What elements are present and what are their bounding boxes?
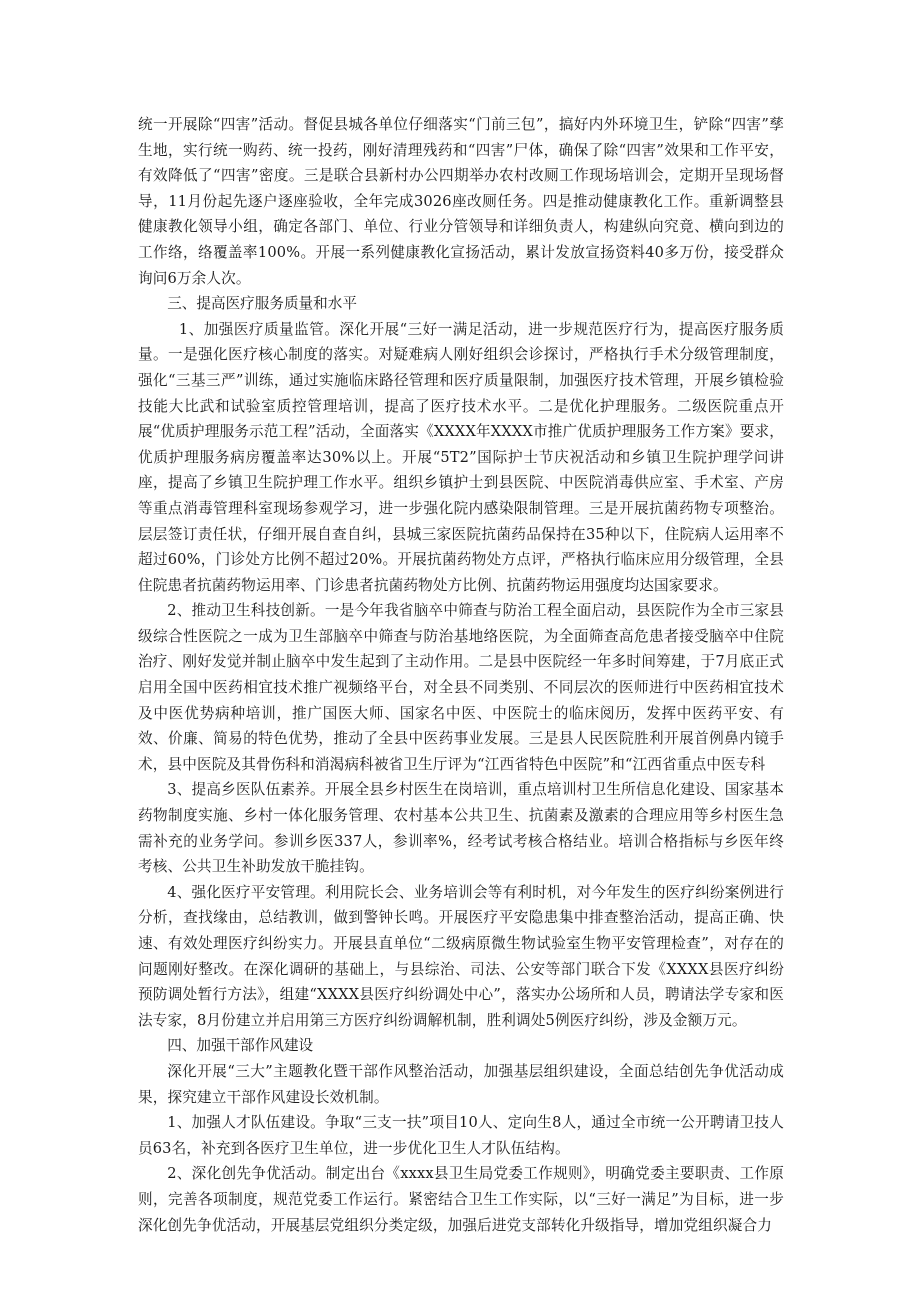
paragraph-tech-innovation: 2、推动卫生科技创新。一是今年我省脑卒中筛查与防治工程全面启动，县医院作为全市三家县级综合性医院之一成为卫生部脑卒中筛查与防治基地络医院，为全面筛查高危患者接受脑卒中住院治疗、刚好发觉并制止脑卒中发生起到了主动作用。二是县中医院经一年多时间筹建，于7月底正式启用全国中医药相宜技术推广视频络平台，对全县不同类别、不同层次的医师进行中医药相宜技术及中医优势病种培训，推广国医大师、国家名中医、中医院士的临床阅历，发挥中医药平安、有效、价廉、简易的特色优势，推动了全县中医药事业发展。三是县人民医院胜利开展首例鼻内镜手术，县中医院及其骨伤科和消渴病科被省卫生厅评为“江西省特色中医院”和“江西省重点中医专科 (138, 602, 784, 773)
paragraph-talent-team: 1、加强人才队伍建设。争取“三支一扶”项目10人、定向生8人，通过全市统一公开聘请卫技人员63名，补充到各医疗卫生单位，进一步优化卫生人才队伍结构。 (138, 1114, 784, 1157)
paragraph-party-activity: 2、深化创先争优活动。制定出台《xxxx县卫生局党委工作规则》，明确党委主要职责、工作原则，完善各项制度，规范党委工作运行。紧密结合卫生工作实际，以“三好一满足”为目标，进一步深化创先争优活动，开展基层党组织分类定级，加强后进党支部转化升级指导，增加党组织凝合力 (138, 1165, 784, 1234)
paragraph-four-pests: 统一开展除“四害”活动。督促县城各单位仔细落实“门前三包”，搞好内外环境卫生，铲除“四害”孳生地，实行统一购药、统一投药，刚好清理残药和“四害”尸体，确保了除“四害”效果和工作平安，有效降低了“四害”密度。三是联合县新村办公四期举办农村改厕工作现场培训会，定期开呈现场督导，11月份起先逐户逐座验收，全年完成3026座改厕任务。四是推动健康教化工作。重新调整县健康教化领导小组，确定各部门、单位、行业分管领导和详细负责人，构建纵向究竟、横向到边的工作络，络覆盖率100%。开展一系列健康教化宣扬活动，累计发放宣扬资料40多万份，接受群众询问6万余人次。 (138, 116, 784, 287)
document-page (138, 112, 784, 1238)
paragraph-medical-quality: 1、加强医疗质量监管。深化开展“三好一满足活动，进一步规范医疗行为，提高医疗服务质量。一是强化医疗核心制度的落实。对疑难病人刚好组织会诊探讨，严格执行手术分级管理制度，强化“三基三严”训练，通过实施临床路径管理和医疗质量限制，加强医疗技术管理，开展乡镇检验技能大比武和试验室质控管理培训，提高了医疗技术水平。二是优化护理服务。二级医院重点开展“优质护理服务示范工程”活动，全面落实《XXXX年XXXX市推广优质护理服务工作方案》要求，优质护理服务病房覆盖率达30%以上。开展“5T2”国际护士节庆祝活动和乡镇卫生院护理学问讲座，提高了乡镇卫生院护理工作水平。组织乡镇护士到县医院、中医院消毒供应室、手术室、产房等重点消毒管理科室现场参观学习，进一步强化院内感染限制管理。三是开展抗菌药物专项整治。层层签订责任状，仔细开展自查自纠，县城三家医院抗菌药品保持在35种以下，住院病人运用率不超过60%，门诊处方比例不超过20%。开展抗菌药物处方点评，严格执行临床应用分级管理，全县住院患者抗菌药物运用率、门诊患者抗菌药物处方比例、抗菌药物运用强度均达国家要求。 (138, 320, 784, 594)
section-heading-3: 三、提高医疗服务质量和水平 (167, 295, 357, 313)
paragraph-medical-safety: 4、强化医疗平安管理。利用院长会、业务培训会等有利时机，对今年发生的医疗纠纷案例进行分析，查找缘由，总结教训，做到警钟长鸣。开展医疗平安隐患集中排查整治活动，提高正确、快速、有效处理医疗纠纷实力。开展县直单位“二级病原微生物试验室生物平安管理检查”，对存在的问题刚好整改。在深化调研的基础上，与县综治、司法、公安等部门联合下发《XXXX县医疗纠纷预防调处暂行方法》，组建“XXXX县医疗纠纷调处中心”，落实办公场所和人员，聘请法学专家和医法专家，8月份建立并启用第三方医疗纠纷调解机制，胜利调处5例医疗纠纷，涉及金额万元。 (138, 883, 784, 1029)
paragraph-village-doctors: 3、提高乡医队伍素养。开展全县乡村医生在岗培训，重点培训村卫生所信息化建设、国家基本药物制度实施、乡村一体化服务管理、农村基本公共卫生、抗菌素及激素的合理应用等乡村医生急需补充的业务学问。参训乡医337人，参训率%，经考试考核合格结业。培训合格指标与乡医年终考核、公共卫生补助发放干脆挂钩。 (138, 781, 784, 876)
paragraph-cadre-style: 深化开展“三大”主题教化暨干部作风整治活动，加强基层组织建设，全面总结创先争优活动成果，探究建立干部作风建设长效机制。 (138, 1062, 784, 1106)
section-heading-4: 四、加强干部作风建设 (167, 1037, 314, 1055)
